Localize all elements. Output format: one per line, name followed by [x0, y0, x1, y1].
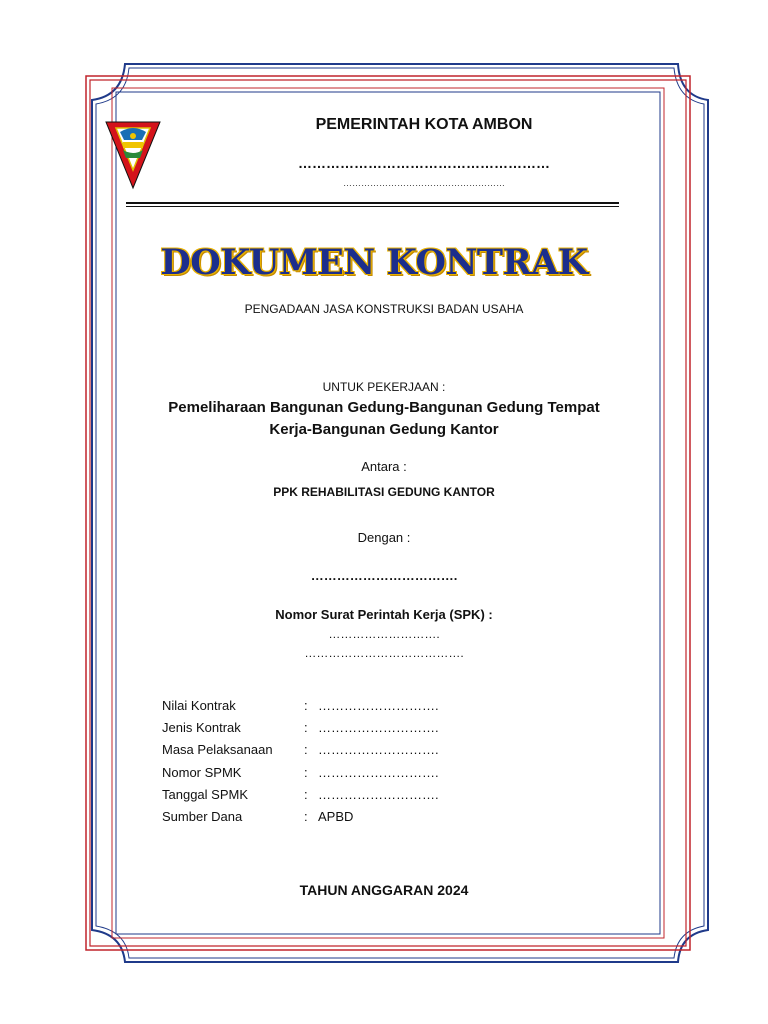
detail-label: Masa Pelaksanaan — [162, 742, 273, 758]
unit-placeholder-line: ……………………………………………… — [298, 155, 550, 171]
document-subtitle: PENGADAAN JASA KONSTRUKSI BADAN USAHA — [244, 302, 524, 316]
fiscal-year: TAHUN ANGGARAN 2024 — [299, 882, 469, 898]
detail-value: ………………………. — [318, 698, 439, 713]
detail-colon: : — [304, 764, 308, 780]
document-title: DOKUMEN KONTRAK — [160, 242, 588, 283]
spk-label: Nomor Surat Perintah Kerja (SPK) : — [275, 607, 493, 622]
spk-placeholder-2: …………………………………. — [304, 646, 464, 660]
dengan-placeholder: ……………………………. — [310, 568, 458, 583]
detail-row — [162, 787, 462, 809]
dengan-label: Dengan : — [357, 530, 411, 545]
detail-value: ………………………. — [318, 720, 439, 736]
pekerjaan-line-1: Pemeliharaan Bangunan Gedung-Bangunan Gedung Tempat — [168, 399, 600, 416]
detail-label: Tanggal SPMK — [162, 786, 248, 802]
detail-row — [162, 720, 462, 742]
address-placeholder-line: ……………………………………………… — [343, 178, 505, 188]
pekerjaan-line-2: Kerja-Bangunan Gedung Kantor — [269, 421, 499, 438]
detail-colon: : — [304, 786, 308, 802]
header-rule-thick — [126, 202, 619, 204]
detail-value: APBD — [318, 808, 354, 824]
detail-colon: : — [304, 698, 308, 713]
detail-row — [162, 698, 462, 720]
detail-row — [162, 742, 462, 764]
detail-colon: : — [304, 808, 308, 824]
detail-label: Sumber Dana — [162, 808, 243, 824]
detail-label: Nilai Kontrak — [162, 698, 236, 713]
spk-placeholder-1: ………………………. — [328, 627, 440, 641]
detail-colon: : — [304, 742, 308, 758]
detail-colon: : — [304, 720, 308, 736]
institution-name: PEMERINTAH KOTA AMBON — [315, 116, 533, 133]
detail-label: Jenis Kontrak — [162, 720, 241, 736]
detail-row — [162, 809, 462, 831]
detail-row — [162, 765, 462, 787]
contract-details — [162, 698, 462, 831]
detail-value: ………………………. — [318, 786, 439, 802]
detail-value: ………………………. — [318, 764, 439, 780]
antara-label: Antara : — [361, 459, 407, 474]
header-rule-thin — [126, 206, 619, 207]
ppk-name: PPK REHABILITASI GEDUNG KANTOR — [273, 485, 495, 499]
untuk-pekerjaan-label: UNTUK PEKERJAAN : — [322, 380, 446, 394]
detail-label: Nomor SPMK — [162, 764, 242, 780]
detail-value: ………………………. — [318, 742, 439, 758]
